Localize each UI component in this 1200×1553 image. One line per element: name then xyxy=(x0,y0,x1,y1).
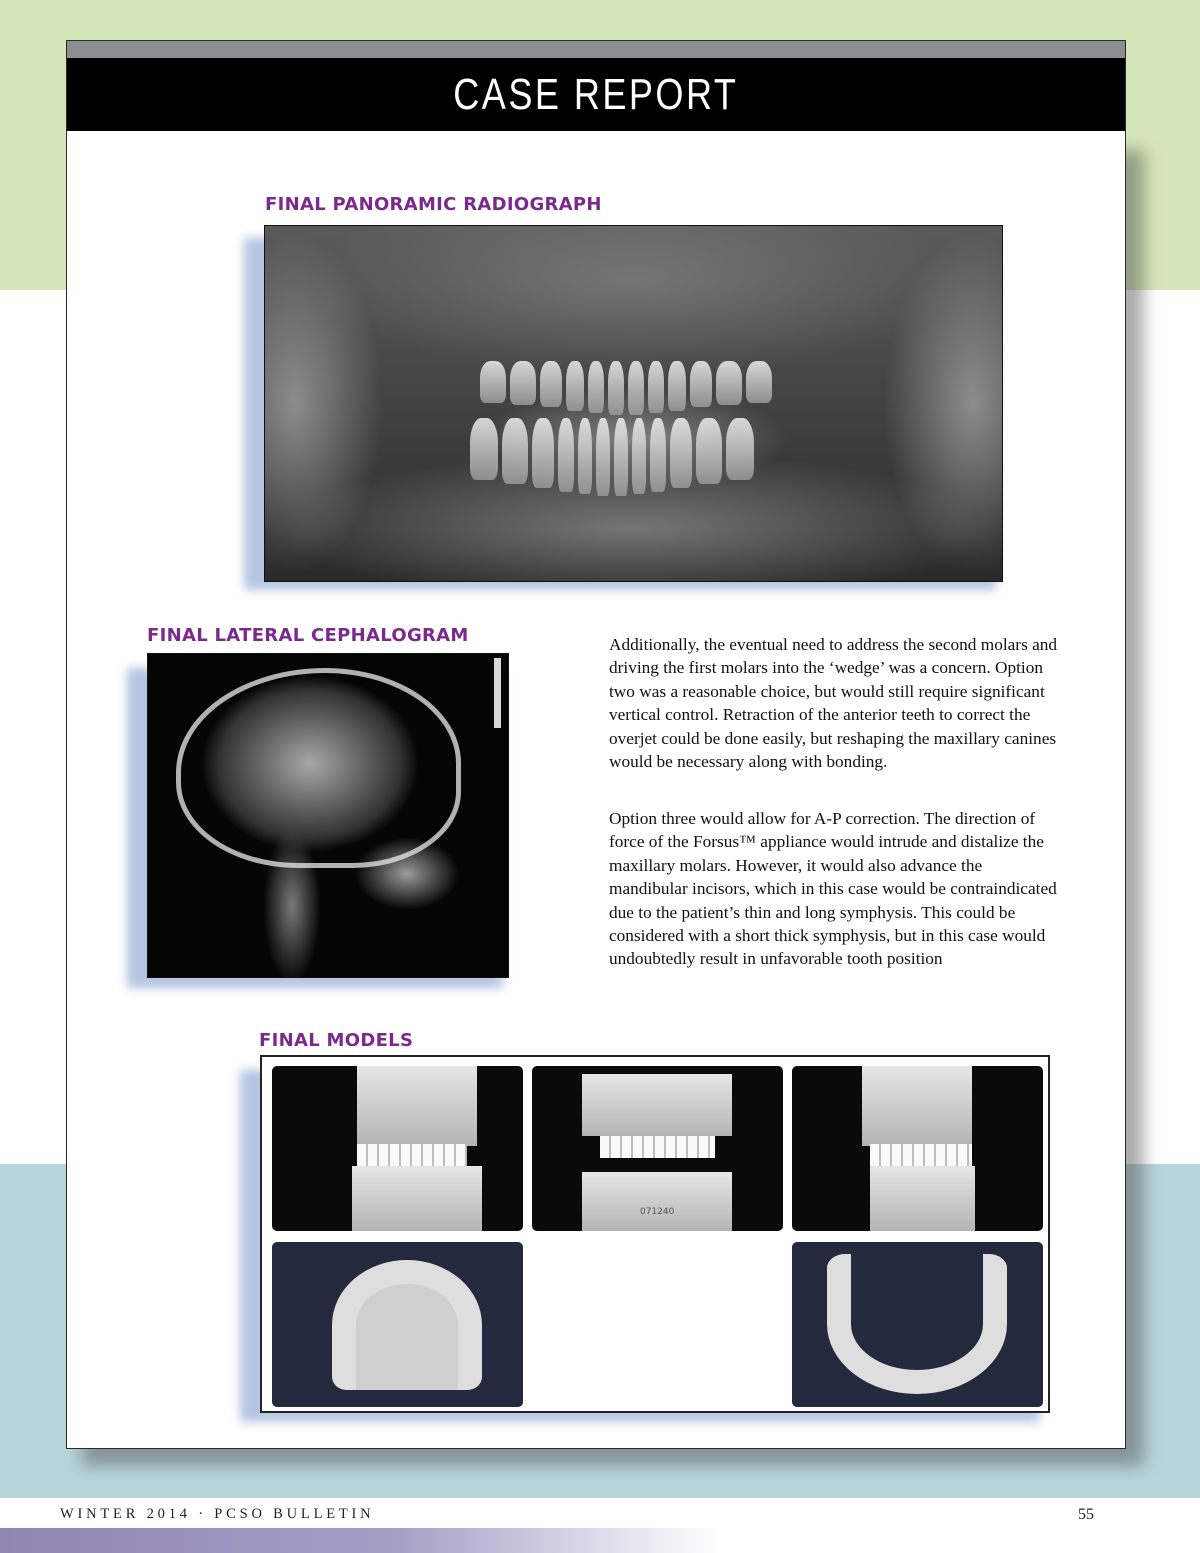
body-paragraph-2: Option three would allow for A-P correction. The direction of force of the Forsus™ appliance would intrude and distalize the maxillary molars. However, it would also advance the mandibular incisors, which in this case would be contraindicated due to the patient’s thin and long symphysis. This could be considered with a short thick symphysis, but in this case would undoubtedly result in unfavorable tooth position xyxy=(609,809,1057,969)
model-photo-maxillary-occlusal xyxy=(272,1242,523,1407)
footer-stripe xyxy=(0,1528,720,1553)
model-photo-left-lateral xyxy=(792,1066,1043,1231)
panoramic-radiograph-image xyxy=(264,225,1003,582)
model-photo-frontal xyxy=(532,1066,783,1231)
ceph-ruler xyxy=(494,658,501,728)
models-label: FINAL MODELS xyxy=(259,1030,414,1051)
body-paragraph-1: Additionally, the eventual need to address the second molars and driving the first molars into the ‘wedge’ was a concern. Option two was a reasonable choice, but would still require significant vertical control. Retraction of the anterior teeth to correct the overjet could be done easily, but reshaping the maxillary canines would be necessary along with bonding. xyxy=(609,635,1058,772)
header-bar xyxy=(67,58,1125,131)
final-models-panel xyxy=(260,1055,1050,1413)
footer-publication: WINTER 2014 · PCSO BULLETIN xyxy=(60,1506,375,1522)
upper-teeth xyxy=(480,361,772,415)
model-photo-right-lateral xyxy=(272,1066,523,1231)
lower-teeth xyxy=(470,418,754,496)
panoramic-label: FINAL PANORAMIC RADIOGRAPH xyxy=(265,194,602,215)
model-photo-mandibular-occlusal xyxy=(792,1242,1043,1407)
header-gray-strip xyxy=(67,41,1125,58)
cephalogram-label: FINAL LATERAL CEPHALOGRAM xyxy=(147,625,469,646)
page-number: 55 xyxy=(1078,1506,1094,1523)
cast-number: 071240 xyxy=(640,1207,675,1217)
lateral-cephalogram-image xyxy=(147,653,509,978)
page-title: CASE REPORT xyxy=(453,69,739,119)
skull-outline xyxy=(176,668,461,868)
